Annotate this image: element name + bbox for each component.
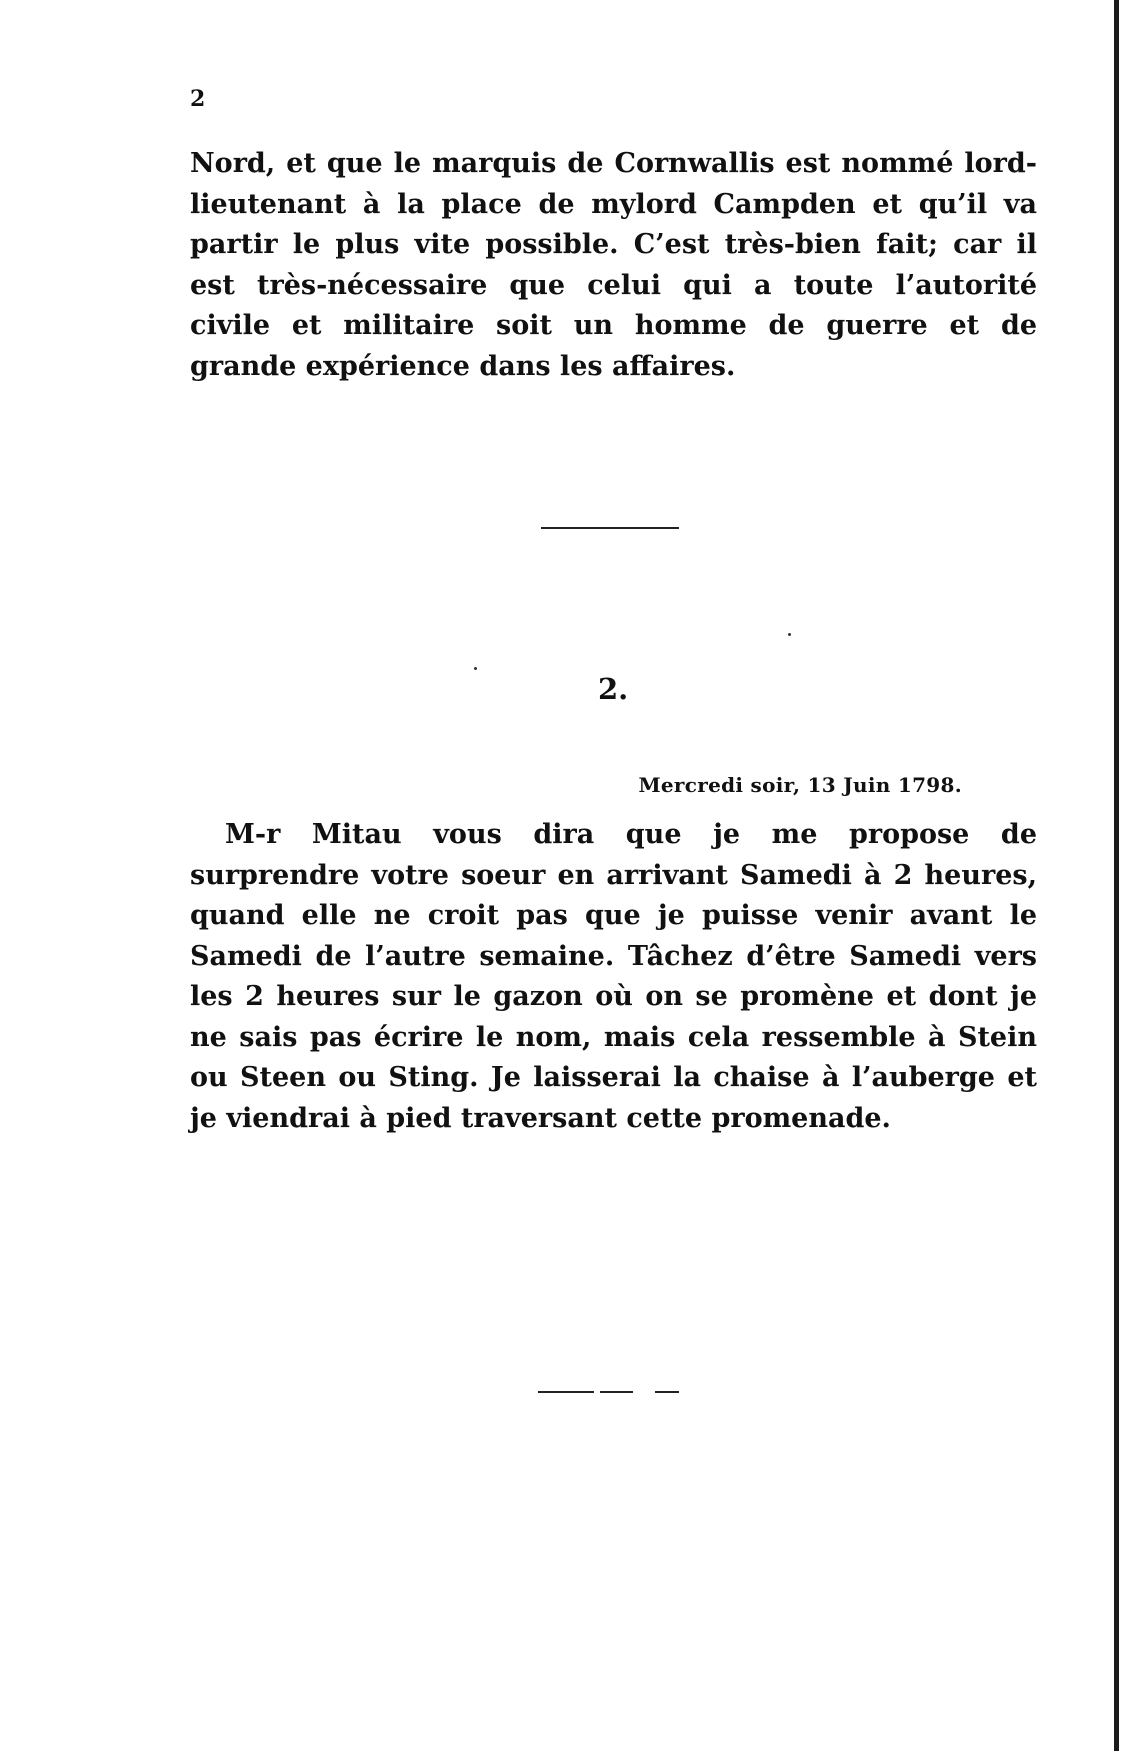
letter-2-number: 2. — [598, 672, 629, 706]
scan-speck — [474, 667, 477, 670]
end-divider-rule — [600, 1391, 633, 1393]
letter-2-body — [190, 815, 1037, 1139]
section-divider-rule — [541, 527, 679, 529]
end-divider-rule — [655, 1391, 679, 1393]
page-edge-shadow — [1114, 0, 1119, 1751]
letter-2-body-text: M-r Mitau vous dira que je me propose de surprendre votre soeur en arrivant Samedi à 2 heures, quand elle ne croit pas que je puisse venir avant le Samedi de l’autre semaine. Tâchez d’être Samedi vers les 2 heures sur le gazon où on se promène et dont je ne sais pas écrire le nom, mais cela ressemble à Stein ou Steen ou Sting. Je laisserai la chaise à l’auberge et je viendrai à pied traversant cette promenade. — [190, 819, 1037, 1134]
end-divider-rule — [538, 1391, 594, 1393]
scan-speck — [788, 633, 791, 636]
page-number: 2 — [190, 86, 206, 112]
letter-1-continuation: Nord, et que le marquis de Cornwallis est nommé lord-lieutenant à la place de mylord Campden et qu’il va partir le plus vite possible. C’est très-bien fait; car il est très-nécessaire que celui qui a toute l’autorité civile et militaire soit un homme de guerre et de grande expérience dans les affaires. — [190, 148, 1037, 382]
letter-2-dateline: Mercredi soir, 13 Juin 1798. — [638, 773, 962, 797]
